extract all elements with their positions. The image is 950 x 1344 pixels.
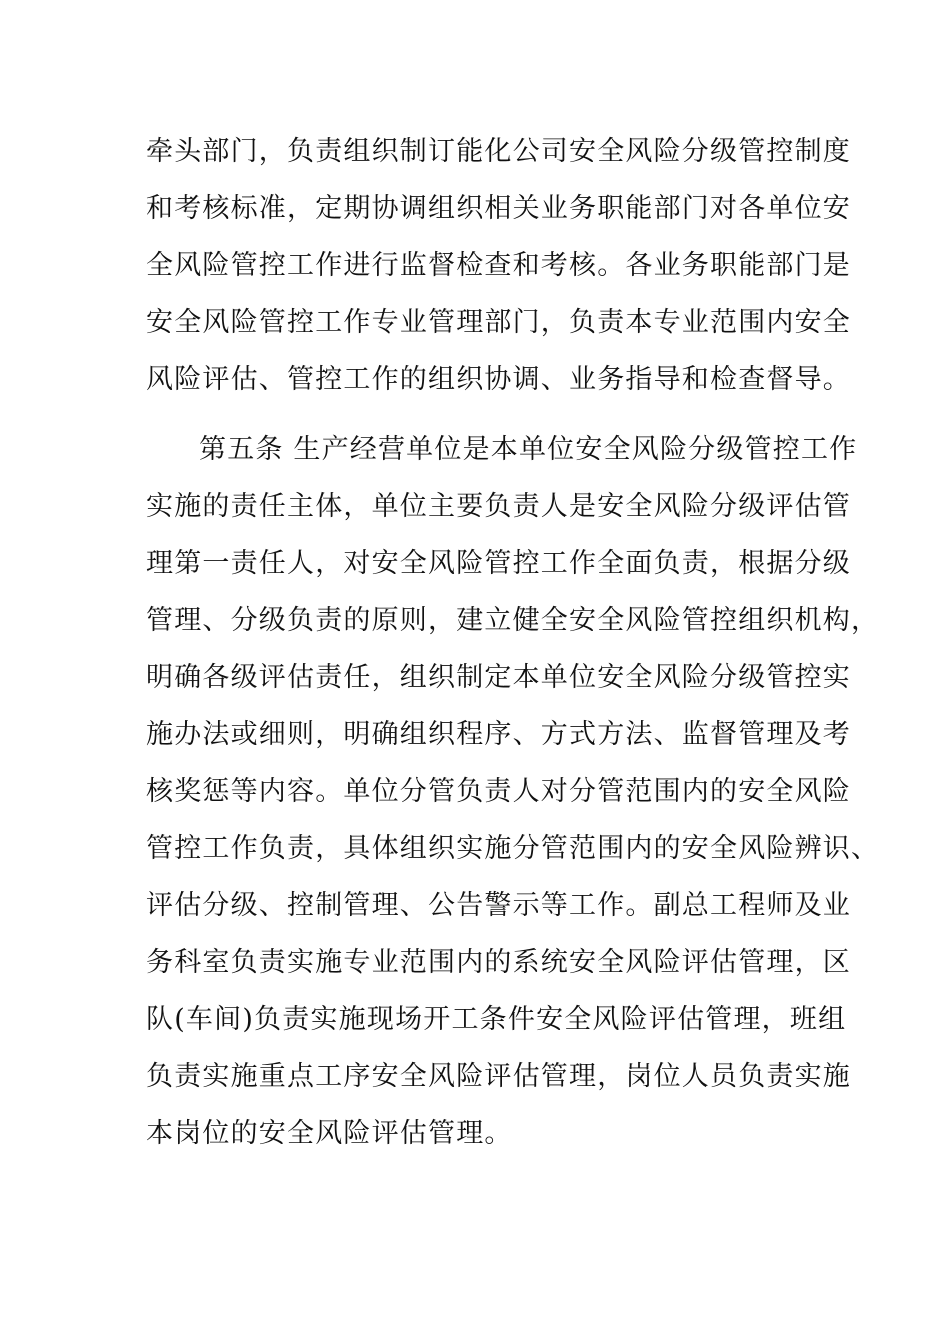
text-line: 风险评估、管控工作的组织协调、业务指导和检查督导。 (146, 364, 851, 395)
text-line: 队(车间)负责实施现场开工条件安全风险评估管理，班组 (146, 1004, 847, 1035)
text-line: 全风险管控工作进行监督检查和考核。各业务职能部门是 (146, 250, 851, 281)
text-line: 安全风险管控工作专业管理部门，负责本专业范围内安全 (146, 307, 851, 338)
article-heading-line: 第五条 生产经营单位是本单位安全风险分级管控工作 (199, 434, 858, 465)
text-line: 理第一责任人，对安全风险管控工作全面负责，根据分级 (146, 548, 851, 579)
text-line: 负责实施重点工序安全风险评估管理，岗位人员负责实施 (146, 1061, 851, 1092)
text-line: 管控工作负责，具体组织实施分管范围内的安全风险辨识、 (146, 833, 880, 864)
text-line: 务科室负责实施专业范围内的系统安全风险评估管理，区 (146, 947, 851, 978)
text-line: 明确各级评估责任，组织制定本单位安全风险分级管控实 (146, 662, 851, 693)
text-line: 评估分级、控制管理、公告警示等工作。副总工程师及业 (146, 890, 851, 921)
text-line: 施办法或细则，明确组织程序、方式方法、监督管理及考 (146, 719, 851, 750)
text-line: 核奖惩等内容。单位分管负责人对分管范围内的安全风险 (146, 776, 851, 807)
text-line: 牵头部门，负责组织制订能化公司安全风险分级管控制度 (146, 136, 851, 167)
text-line: 本岗位的安全风险评估管理。 (146, 1118, 513, 1149)
text-line: 和考核标准，定期协调组织相关业务职能部门对各单位安 (146, 193, 851, 224)
text-line: 实施的责任主体，单位主要负责人是安全风险分级评估管 (146, 491, 851, 522)
text-line: 管理、分级负责的原则，建立健全安全风险管控组织机构， (146, 605, 880, 636)
